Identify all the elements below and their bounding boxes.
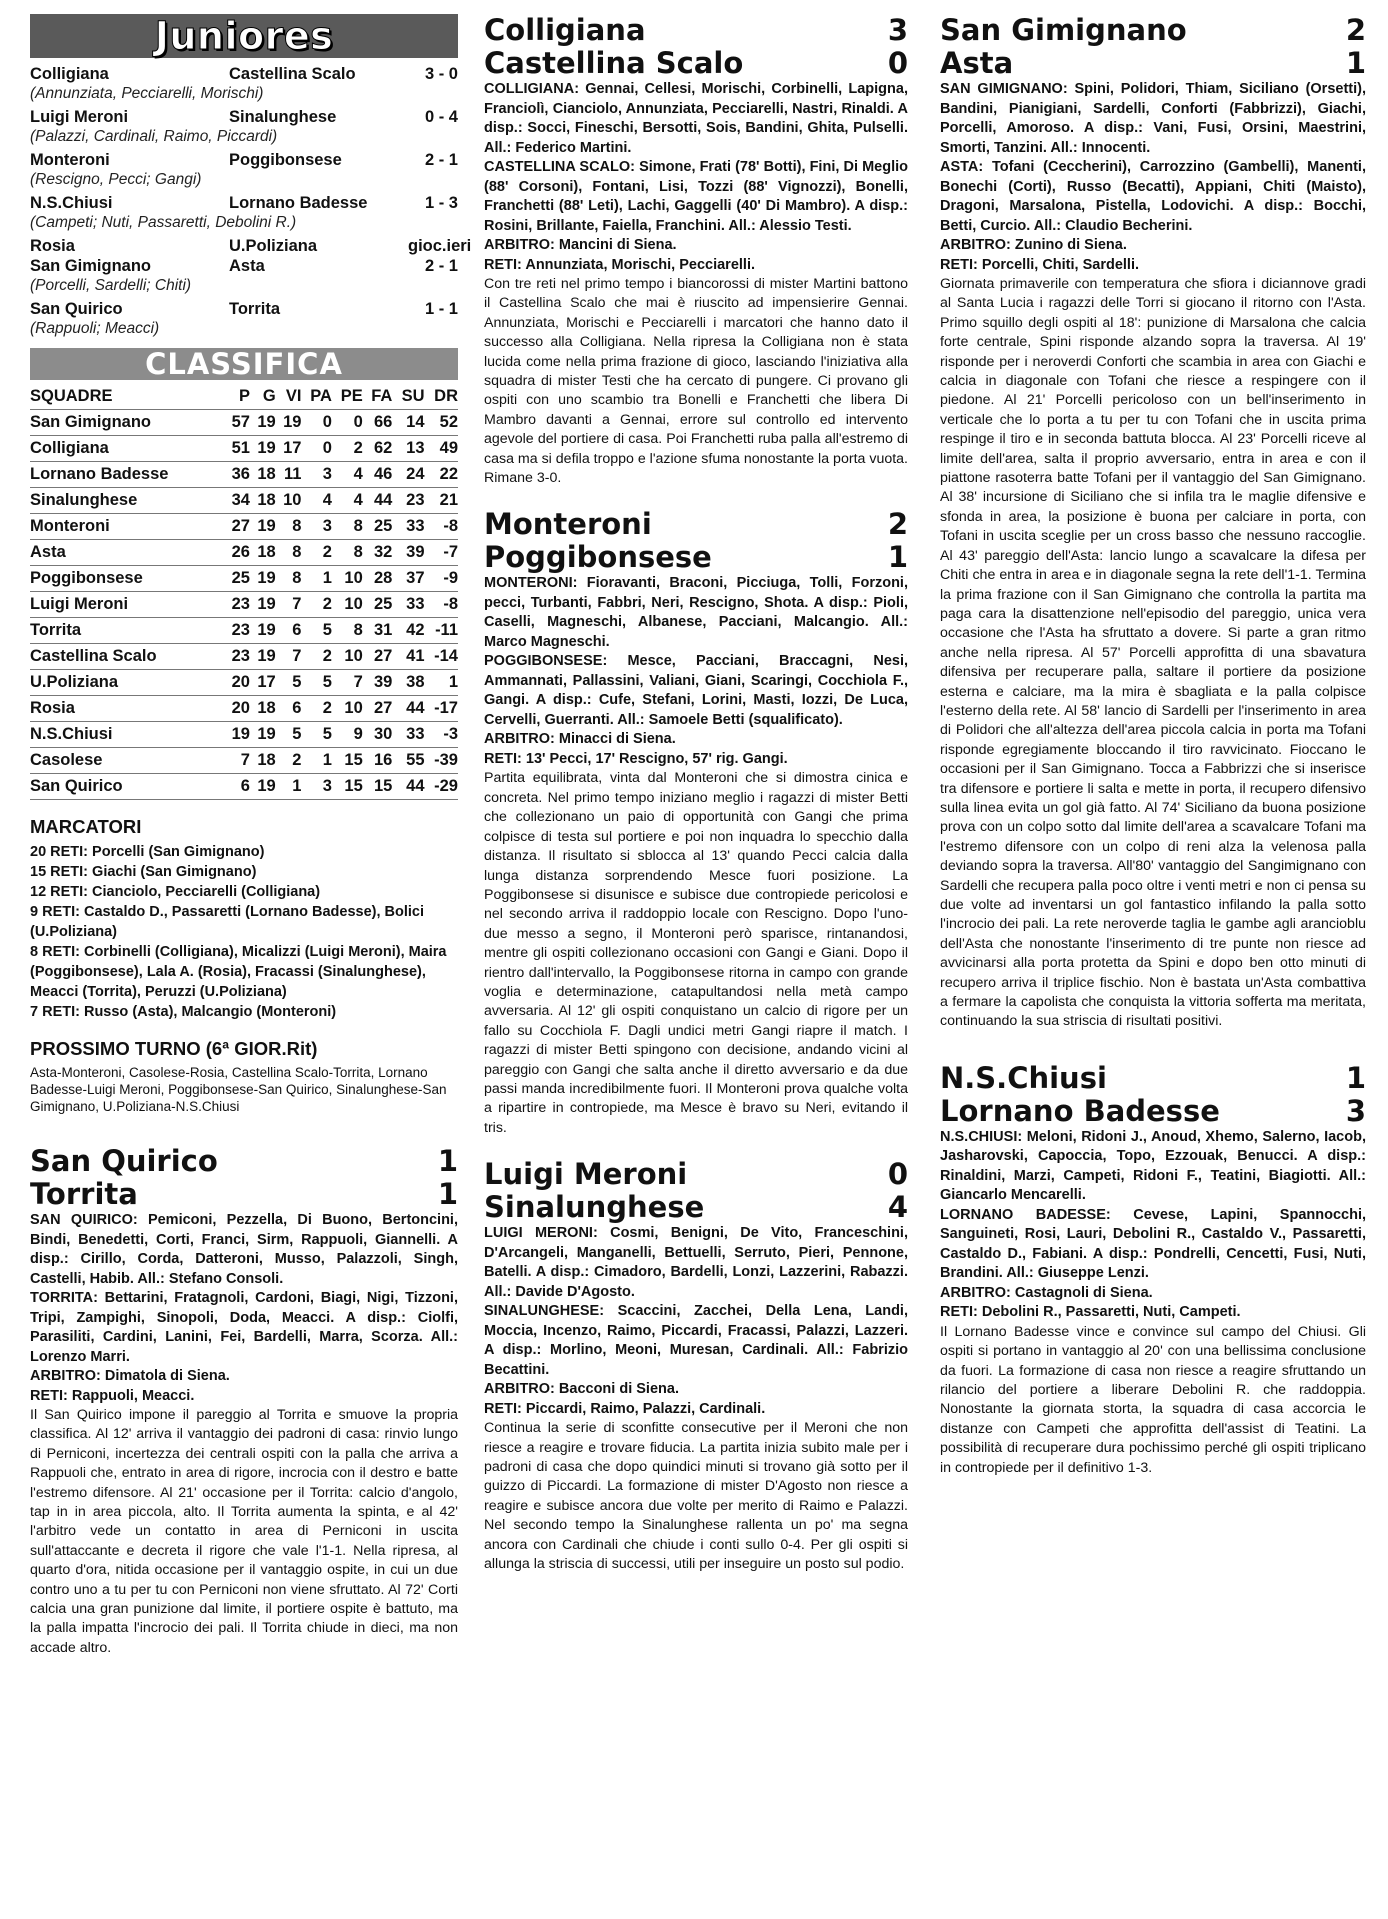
classifica-title: CLASSIFICA	[30, 348, 458, 380]
standings-cell: 8	[292, 543, 302, 561]
standings-cell: 2	[322, 699, 332, 717]
standings-cell: 30	[374, 725, 393, 743]
standings-cell: 2	[292, 751, 302, 769]
standings-header-cell: PA	[310, 387, 332, 405]
match-lineup: ARBITRO: Minacci di Siena.	[484, 731, 676, 748]
match-away-row	[30, 1178, 458, 1211]
marcatori-title: MARCATORI	[30, 816, 142, 837]
standings-row	[30, 670, 458, 696]
standings-cell: -14	[434, 647, 458, 665]
result-scorers: (Palazzi, Cardinali, Raimo, Piccardi)	[30, 128, 278, 145]
standings-cell: 4	[353, 465, 363, 483]
result-home: Colligiana	[30, 65, 109, 83]
match-lineup: ARBITRO: Mancini di Siena.	[484, 237, 677, 253]
match-lineup: ARBITRO: Bacconi di Siena.	[484, 1381, 679, 1398]
standings-cell: -9	[443, 569, 458, 587]
standings-row	[30, 696, 458, 722]
match-away-score: 1	[437, 1177, 458, 1211]
standings-cell: 8	[353, 543, 363, 561]
standings-cell: 7	[292, 647, 302, 665]
standings-row	[30, 410, 458, 436]
standings-cell: 49	[439, 439, 458, 457]
result-home: Monteroni	[30, 151, 110, 169]
match-away-team: Asta	[940, 46, 1014, 80]
standings-cell: Monteroni	[30, 517, 110, 535]
standings-cell: -39	[434, 751, 458, 769]
standings-cell: 25	[374, 595, 393, 613]
match-lineup: ASTA: Tofani (Ceccherini), Carrozzino (Gambelli), Manenti, Bonechi (Corti), Russo (Becatti), Appiani, Chiti (Maisto), Dragoni, Marsalona, Pistella, Lodovichi. A disp.: Bocchi, Betti, Curcio. All.: Claudio Becherini.	[940, 159, 1366, 234]
result-home: Rosia	[30, 237, 75, 255]
standings-cell: 4	[353, 491, 363, 509]
standings-cell: 5	[292, 673, 302, 691]
match-away-row	[484, 47, 908, 80]
result-away: Lornano Badesse	[229, 194, 368, 212]
standings-cell: 16	[374, 751, 393, 769]
standings-cell: 44	[406, 777, 425, 795]
match-lineup: ARBITRO: Zunino di Siena.	[940, 237, 1127, 253]
standings-cell: 15	[374, 777, 393, 795]
result-score: 2 - 1	[424, 151, 458, 169]
standings-header-cell: PE	[340, 387, 363, 405]
standings-cell: 8	[292, 569, 302, 587]
match-home-row	[940, 14, 1366, 47]
standings-header-cell: FA	[371, 387, 393, 405]
standings-cell: 44	[374, 491, 393, 509]
match-home-row	[484, 1158, 908, 1191]
scorer-line: 7 RETI: Russo (Asta), Malcangio (Monteroni)	[30, 1004, 337, 1020]
match-title	[30, 1145, 458, 1211]
standings-header-cell: VI	[285, 387, 302, 405]
standings-cell: 3	[322, 517, 332, 535]
match-title	[484, 1158, 908, 1224]
standings-header-cell: SQUADRE	[30, 387, 113, 405]
standings-header-cell: SU	[401, 387, 425, 405]
match-title	[484, 14, 908, 80]
standings-cell: N.S.Chiusi	[30, 725, 113, 743]
standings-cell: Castellina Scalo	[30, 647, 157, 665]
match-title	[484, 508, 908, 574]
standings-cell: 20	[231, 673, 250, 691]
column-left	[30, 14, 472, 1678]
standings-cell: Lornano Badesse	[30, 465, 169, 483]
match-report: Continua la serie di sconfitte consecutive per il Meroni che non riesce a reagire e trovare fiducia. La partita inizia subito male per i padroni di casa che dopo quindici minuti si trovano già sotto per il guizzo di Piccardi. La formazione di mister D'Agosto non riesce a reagire e subisce ancora due volte per merito di Raimo e Palazzi. Nel secondo tempo la Sinalunghese rallenta un po' ma segna ancora con Cardinali che chiude i conti sullo 0-4. Per gli ospiti si allunga la striscia di successi, utili per inseguire un posto sul podio.	[484, 1420, 908, 1573]
standings-cell: 24	[406, 465, 425, 483]
standings-cell: 38	[406, 673, 425, 691]
result-row	[30, 256, 458, 276]
standings-cell: 18	[257, 543, 276, 561]
standings-cell: Colligiana	[30, 439, 109, 457]
standings-cell: 0	[322, 439, 332, 457]
scorer-line: 20 RETI: Porcelli (San Gimignano)	[30, 844, 265, 860]
result-row	[30, 236, 472, 256]
standings-cell: 17	[283, 439, 302, 457]
result-home: San Gimignano	[30, 257, 152, 275]
match-report: Il Lornano Badesse vince e convince sul campo del Chiusi. Gli ospiti si portano in vantaggio al 20' con una bellissima conclusione da fuori. La formazione di casa non riesce a reagire sfruttando un rilancio del portiere a liberare Debolini R. che raddoppia. Nonostante la giornata storta, la squadra di casa accorcia le distanze con Campeti che approfitta dell'assist di Teatini. La possibilità di recuperare dura pochissimo perché gli ospiti triplicano in contropiede per il definitivo 1-3.	[940, 1323, 1366, 1476]
match-report: Giornata primaverile con temperatura che sfiora i diciannove gradi al Santa Lucia i ragazzi delle Torri si giocano il ritorno con l'Asta. Primo squillo degli ospiti al 18': punizione di Marsalona che calcia forte centrale, Spini risponde alzando sopra la traversa. Al 19' risponde per i neroverdi Conforti che scambia in area con Giachi e calcia in diagonale con Tofani che riesce a respingere con il piedone. Al 21' Porcelli pericoloso con un bell'inserimento in verticale che lo porta a tu per tu con Tofani che in uscita prima respinge il tiro e in seconda battuta blocca. Al 23' Porcelli riceve al limite dell'area, salta il proprio avversario, entra in area e con il piattone rasoterra batte Tofani per il vantaggio del San Gimignano. Al 38' incursione di Siciliano che si infila tra le maglie difensive e sfonda in area, la posizione è buona per calciare in porta, con Tofani in uscita sceglie per un cross basso che nessuno raccoglie. Al 43' pareggio dell'Asta: lancio lungo a scavalcare la difesa per Chiti che entra in area e in diagonale segna la rete dell'1-1. Termina la prima frazione con il San Gimignano che controlla la partita ma paga cara la disattenzione nell'episodio del pareggio, unica vera occasione che l'Asta ha sfruttato a dovere. Si parte a gran ritmo anche nella ripresa. Al 57' Porcelli approfitta di una sbavatura difensiva per recuperare palla, saltare il portiere da posizione esterna e calciare, ma la mira è sbagliata e la palla colpisce l'esterno della rete. Al 58' lancio di Sardelli per l'inserimento in area di Polidori che all'altezza dell'area piccola calcia in porta ma Tofani risponde egregiamente bloccando il tiro ravvicinato. Fioccano le occasioni per il San Gimignano. Tocca a Fabbrizzi che si inserisce tra difensore e portiere li salta e mette in porta, il recupero difensivo sulla linea evita un gol già fatto. Al 74' Siciliano da buona posizione prova con un colpo sotto dal limite dell'area a scavalcare Tofani ma l'estremo difensore con un colpo di reni alza la velenosa palla deviando sopra la traversa. All'80' vantaggio del Sangimignano con Sardelli che recupera palla poco oltre i venti metri e non ci pensa su due volte ad inventarsi un gol fantastico infilando la palla sotto l'incrocio dei pali. La rete neroverde taglia le gambe agli arancioblu dell'Asta che nonostante l'inserimento di tre punte non riesce ad avvicinarsi alla porta protetta da Spini e dopo ben otto minuti di recupero arriva il triplice fischio. Non è bastata un'Asta combattiva a fermare la capolista che conquista la vittoria sofferta ma meritata, continuando la sua striscia di risultati positivi.	[940, 276, 1366, 1030]
column-right	[940, 14, 1366, 1498]
standings-cell: 7	[240, 751, 250, 769]
standings-cell: 1	[322, 751, 332, 769]
result-row	[30, 150, 458, 170]
match-lineup: SINALUNGHESE: Scaccini, Zacchei, Della Lena, Landi, Moccia, Incenzo, Raimo, Piccardi, Fracassi, Palazzi, Lazzeri. A disp.: Morlino, Meoni, Muresan, Cardinali. All.: Fabrizio Becattini.	[484, 1303, 908, 1378]
standings-cell: -8	[443, 595, 458, 613]
standings-cell: 34	[231, 491, 250, 509]
standings-cell: 33	[406, 517, 425, 535]
result-score: 3 - 0	[424, 65, 458, 83]
standings-header	[30, 384, 458, 410]
standings-row	[30, 514, 458, 540]
match-away-row	[940, 47, 1366, 80]
standings-cell: 46	[374, 465, 393, 483]
standings-cell: 4	[322, 491, 332, 509]
standings-cell: Rosia	[30, 699, 75, 717]
standings-cell: 7	[292, 595, 302, 613]
standings-cell: 31	[374, 621, 393, 639]
standings-cell: 19	[257, 569, 276, 587]
standings-cell: 20	[231, 699, 250, 717]
standings-cell: -8	[443, 517, 458, 535]
match-chiusi	[940, 1062, 1366, 1478]
column-middle	[484, 14, 908, 1594]
standings-cell: 32	[374, 543, 393, 561]
result-score: 1 - 3	[424, 194, 458, 212]
result-away: Asta	[229, 257, 265, 275]
standings-cell: 11	[284, 465, 302, 483]
match-sanquirico	[30, 1145, 458, 1658]
result-home: Luigi Meroni	[30, 108, 129, 126]
match-lineup: N.S.CHIUSI: Meloni, Ridoni J., Anoud, Xhemo, Salerno, Iacob, Jasharovski, Capoccia, Topo, Ezzouak, Benucci. A disp.: Rinaldini, Marzi, Campeti, Ridoni F., Teatini, Biagiotti. All.: Giancarlo Mencarelli.	[940, 1128, 1366, 1204]
standings-cell: 23	[406, 491, 425, 509]
standings-cell: 27	[374, 699, 393, 717]
match-home-team: San Quirico	[30, 1144, 218, 1178]
standings-row	[30, 540, 458, 566]
standings-cell: 0	[353, 413, 363, 431]
match-sangimignano	[940, 14, 1366, 1032]
standings-cell: 39	[406, 543, 425, 561]
standings-row	[30, 592, 458, 618]
match-away-score: 0	[887, 46, 908, 80]
match-lineup: RETI: 13' Pecci, 17' Rescigno, 57' rig. Gangi.	[484, 750, 788, 767]
result-row	[30, 64, 458, 84]
standings-cell: 10	[283, 491, 302, 509]
match-home-team: Monteroni	[484, 507, 652, 542]
standings-header-cell: G	[262, 387, 276, 405]
standings-cell: 1	[292, 777, 302, 795]
standings-cell: 27	[231, 517, 250, 535]
match-away-team: Castellina Scalo	[484, 46, 744, 80]
match-lineup: RETI: Debolini R., Passaretti, Nuti, Campeti.	[940, 1304, 1241, 1321]
standings-cell: 17	[257, 673, 276, 691]
standings-cell: 36	[231, 465, 250, 483]
standings-cell: 15	[344, 777, 363, 795]
standings-cell: 2	[353, 439, 363, 457]
match-lineup: POGGIBONSESE: Mesce, Pacciani, Braccagni, Nesi, Ammannati, Pallassini, Valiani, Giani, Scaringi, Cocchiola F., Gangi. A disp.: Cufe, Stefani, Lorini, Masti, Iozzi, De Luca, Cervelli, Guerranti. All.: Samoele Betti (squalificato).	[484, 653, 908, 728]
standings-cell: -7	[443, 543, 458, 561]
match-lineup: LORNANO BADESSE: Cevese, Lapini, Spannocchi, Sanguineti, Rosi, Lauri, Debolini R., Castaldo V., Passaretti, Castaldo D., Fabiani. A disp.: Pondrelli, Cencetti, Fusi, Nuti, Brandini. All.: Giuseppe Lenzi.	[940, 1206, 1366, 1282]
match-away-row	[484, 541, 908, 574]
result-away: Castellina Scalo	[229, 65, 356, 83]
scorer-line: 9 RETI: Castaldo D., Passaretti (Lornano Badesse), Bolici (U.Poliziana)	[30, 904, 425, 940]
match-away-score: 1	[1345, 46, 1366, 80]
standings-cell: Luigi Meroni	[30, 595, 129, 613]
standings-cell: 10	[344, 569, 363, 587]
match-title	[940, 1062, 1366, 1128]
juniores-title: Juniores	[30, 14, 458, 58]
turno-text: Asta-Monteroni, Casolese-Rosia, Castellina Scalo-Torrita, Lornano Badesse-Luigi Meroni, Poggibonsese-San Quirico, Sinalunghese-San Gimignano, U.Poliziana-N.S.Chiusi	[30, 1065, 447, 1114]
standings-header-cell: DR	[434, 387, 458, 405]
standings-cell: 41	[406, 647, 425, 665]
match-away-team: Sinalunghese	[484, 1190, 705, 1225]
match-home-team: Luigi Meroni	[484, 1157, 688, 1192]
result-home: N.S.Chiusi	[30, 194, 113, 212]
match-lineup: RETI: Porcelli, Chiti, Sardelli.	[940, 256, 1140, 273]
standings-cell: 18	[257, 751, 276, 769]
standings-cell: 6	[292, 699, 302, 717]
standings-cell: -29	[434, 777, 458, 795]
result-scorers: (Campeti; Nuti, Passaretti, Debolini R.)	[30, 214, 297, 231]
standings-row	[30, 644, 458, 670]
match-lineup: SAN QUIRICO: Pemiconi, Pezzella, Di Buono, Bertoncini, Bindi, Benedetti, Corti, Franci, Sirm, Rappuoli, Giannelli. A disp.: Cirillo, Corda, Datteroni, Musso, Palazzoli, Singh, Castelli, Habib. All.: Stefano Consoli.	[30, 1212, 458, 1287]
match-lineup: LUIGI MERONI: Cosmi, Benigni, De Vito, Franceschini, D'Arcangeli, Manganelli, Bettuelli, Serruto, Pieri, Pennone, Batelli. A disp.: Cimadoro, Bardelli, Lonzi, Lazzerini, Rabazzi. All.: Davide D'Agosto.	[484, 1225, 908, 1300]
standings-cell: 23	[231, 647, 250, 665]
standings-cell: Sinalunghese	[30, 491, 138, 509]
standings-cell: 25	[231, 569, 250, 587]
result-home: San Quirico	[30, 300, 123, 318]
match-away-score: 1	[887, 540, 908, 575]
standings-cell: Torrita	[30, 621, 82, 639]
result-row	[30, 299, 458, 319]
match-away-row	[484, 1191, 908, 1224]
result-score: 0 - 4	[424, 108, 458, 126]
standings-cell: 3	[322, 465, 332, 483]
standings-cell: 33	[406, 725, 425, 743]
standings-cell: 25	[374, 517, 393, 535]
standings-row	[30, 774, 458, 800]
standings-cell: 5	[322, 725, 332, 743]
match-meroni	[484, 1158, 908, 1574]
result-score: 1 - 1	[424, 300, 458, 318]
standings-cell: Poggibonsese	[30, 569, 143, 587]
turno-title: PROSSIMO TURNO (6ª GIOR.Rit)	[30, 1038, 318, 1059]
match-report: Partita equilibrata, vinta dal Monteroni che si dimostra cinica e concreta. Nel primo tempo iniziano meglio i ragazzi di mister Betti che collezionano un paio di opportunità con Gangi che prima colpisce di testa sul portiere e poi non inquadra lo specchio dalla distanza. Il risultato si sblocca al 13' quando Pecci calcia dalla lunga distanza sorprendendo Mesce fuori posizione. La Poggibonsese si disunisce e subisce due contropiede pericolosi e nel secondo arriva il raddoppio locale con Rescigno. Dopo l'uno-due messo a segno, il Monteroni però sparisce, rintanandosi, mentre gli ospiti collezionano occasioni con Gangi e Giani. Dopo il rientro dall'intervallo, la Poggibonsese ritorna in campo con grande voglia e determinazione, catapultandosi nella metà campo avversaria. Al 12' gli ospiti conquistano un calcio di rigore per un fallo su Cocchiola F. Dagli undici metri Gangi riapre il match. I ragazzi di mister Betti spingono con decisione, andando vicini al pareggio con Gangi che salta anche il diretto avversario e da due passi manda incredibilmente fuori. Il Monteroni prova qualche volta a ripartire in contropiede, ma Mesce è bravo su Neri, evitando il tris.	[484, 770, 908, 1136]
match-away-score: 3	[1345, 1093, 1366, 1128]
standings-cell: -11	[435, 621, 458, 639]
result-scorers: (Rescigno, Pecci; Gangi)	[30, 171, 202, 188]
standings-cell: 7	[353, 673, 363, 691]
standings-cell: 51	[231, 439, 250, 457]
standings-row	[30, 462, 458, 488]
standings-cell: 6	[240, 777, 250, 795]
standings-table	[30, 384, 458, 800]
standings-cell: 44	[406, 699, 425, 717]
standings-cell: 8	[292, 517, 302, 535]
standings-cell: 5	[292, 725, 302, 743]
standings-cell: 10	[344, 699, 363, 717]
standings-cell: 13	[406, 439, 425, 457]
standings-cell: 42	[406, 621, 425, 639]
standings-cell: 26	[231, 543, 250, 561]
match-home-score: 1	[437, 1144, 458, 1178]
match-report: Con tre reti nel primo tempo i biancorossi di mister Martini battono il Castellina Scalo che mai è riuscito ad impensierire Gennai. Annunziata, Morischi e Pecciarelli i marcatori che hanno dato il successo alla Colligiana. Nella ripresa la Colligiana non è stata lucida come nella prima frazione di gioco, lasciando l'iniziativa alla squadra di mister Testi che ha cercato di pungere. Ci provano gli ospiti con uno scambio tra Bonelli e Franchetti che libera Di Mambro davanti a Gennai, errore sul controllo ed intervento agevole del portiere di casa. Poi Franchetti ruba palla all'estremo di casa ma si defila troppo e l'azione sfuma nonostante la porta vuota. Rimane 3-0.	[484, 276, 908, 487]
standings-cell: 52	[439, 413, 458, 431]
standings-cell: 27	[374, 647, 393, 665]
standings-row	[30, 566, 458, 592]
standings-cell: 2	[322, 647, 332, 665]
result-scorers: (Porcelli, Sardelli; Chiti)	[30, 277, 192, 294]
standings-cell: 19	[257, 647, 276, 665]
match-home-score: 0	[887, 1157, 908, 1192]
match-lineup: TORRITA: Bettarini, Fratagnoli, Cardoni, Biagi, Nigi, Tizzoni, Tripi, Zampighi, Sinopoli, Doda, Meacci. A disp.: Ciolfi, Parasiliti, Cardini, Lanini, Fei, Bardelli, Marra, Scorza. All.: Lorenzo Marri.	[30, 1290, 458, 1365]
standings-cell: 39	[374, 673, 393, 691]
standings-cell: 22	[439, 465, 458, 483]
standings-cell: U.Poliziana	[30, 673, 119, 691]
match-lineup: ARBITRO: Dimatola di Siena.	[30, 1368, 230, 1384]
result-away: Poggibonsese	[229, 151, 342, 169]
match-lineup: ARBITRO: Castagnoli di Siena.	[940, 1284, 1153, 1301]
match-lineup: COLLIGIANA: Gennai, Cellesi, Morischi, Corbinelli, Lapigna, Franciolì, Cianciolo, Annunziata, Pecciarelli, Nastri, Rinaldi. A disp.: Socci, Fineschi, Bersotti, Sois, Bandini, Ghita, Pulselli. All.: Federico Martini.	[484, 81, 908, 156]
standings-cell: -3	[443, 725, 458, 743]
standings-row	[30, 748, 458, 774]
scorer-line: 8 RETI: Corbinelli (Colligiana), Micalizzi (Luigi Meroni), Maira (Poggibonsese), Lala A. (Rosia), Fracassi (Sinalunghese), Meacci (Torrita), Peruzzi (U.Poliziana)	[30, 944, 447, 1000]
result-away: U.Poliziana	[229, 237, 318, 255]
standings-cell: 10	[344, 595, 363, 613]
standings-cell: 15	[344, 751, 363, 769]
standings-cell: 2	[322, 543, 332, 561]
match-home-team: N.S.Chiusi	[940, 1060, 1107, 1095]
standings-cell: 19	[257, 595, 276, 613]
standings-cell: 19	[257, 439, 276, 457]
standings-cell: 18	[257, 699, 276, 717]
match-away-team: Torrita	[30, 1177, 138, 1211]
match-lineup: RETI: Annunziata, Morischi, Pecciarelli.	[484, 256, 755, 273]
match-lineup: RETI: Piccardi, Raimo, Palazzi, Cardinali.	[484, 1400, 766, 1417]
standings-cell: 55	[406, 751, 425, 769]
match-home-score: 1	[1345, 1060, 1366, 1095]
standings-cell: San Quirico	[30, 777, 123, 795]
standings-cell: San Gimignano	[30, 413, 152, 431]
standings-cell: 5	[322, 621, 332, 639]
results-list	[30, 64, 472, 338]
standings-cell: 19	[257, 621, 276, 639]
match-colligiana	[484, 14, 908, 488]
match-home-row	[484, 508, 908, 541]
standings-row	[30, 488, 458, 514]
marcatori-list	[30, 842, 458, 1022]
result-scorers: (Rappuoli; Meacci)	[30, 320, 160, 337]
result-away: Torrita	[229, 300, 281, 318]
match-lineup: SAN GIMIGNANO: Spini, Polidori, Thiam, Siciliano (Orsetti), Bandini, Pianigiani, Sardelli, Conforti (Fabbrizzi), Giachi, Porcelli, Amoroso. A disp.: Vani, Fusi, Orsini, Maestrini, Smorti, Tanzini. All.: Innocenti.	[940, 81, 1366, 156]
standings-cell: 19	[257, 517, 276, 535]
match-home-row	[940, 1062, 1366, 1095]
match-title	[940, 14, 1366, 80]
standings-cell: 1	[448, 673, 458, 691]
standings-cell: 6	[292, 621, 302, 639]
match-away-team: Poggibonsese	[484, 540, 712, 575]
result-row	[30, 193, 458, 213]
standings-cell: 18	[257, 491, 276, 509]
match-away-row	[940, 1095, 1366, 1128]
standings-cell: 18	[257, 465, 276, 483]
standings-cell: Asta	[30, 543, 66, 561]
standings-cell: 33	[406, 595, 425, 613]
standings-cell: 8	[353, 621, 363, 639]
match-away-team: Lornano Badesse	[940, 1093, 1220, 1128]
standings-cell: 9	[353, 725, 363, 743]
match-lineup: CASTELLINA SCALO: Simone, Frati (78' Botti), Fini, Di Meglio (88' Corsoni), Fontani, Lisi, Tozzi (88' Vignozzi), Bonelli, Franchetti (88' Leti), Lachi, Gaggelli (40' Di Mambro). A disp.: Rosini, Brillante, Faiella, Franchini. All.: Alessio Testi.	[484, 159, 908, 234]
match-home-score: 2	[887, 507, 908, 542]
standings-cell: 23	[231, 595, 250, 613]
standings-cell: 10	[344, 647, 363, 665]
match-home-score: 2	[1345, 13, 1366, 47]
match-lineup: MONTERONI: Fioravanti, Braconi, Picciuga, Tolli, Forzoni, pecci, Turbanti, Fabbri, Neri, Rescigno, Shota. A disp.: Pioli, Caselli, Magneschi, Albanese, Pacciani, Malcangio. All.: Marco Magneschi.	[484, 575, 908, 650]
standings-cell: 8	[353, 517, 363, 535]
standings-cell: 57	[231, 413, 250, 431]
standings-cell: 0	[322, 413, 332, 431]
standings-cell: 1	[322, 569, 332, 587]
result-score: 2 - 1	[424, 257, 458, 275]
standings-cell: 23	[231, 621, 250, 639]
standings-row	[30, 436, 458, 462]
standings-cell: 37	[406, 569, 425, 587]
standings-cell: 19	[231, 725, 250, 743]
standings-cell: 5	[322, 673, 332, 691]
standings-cell: 21	[439, 491, 458, 509]
match-home-row	[30, 1145, 458, 1178]
match-away-score: 4	[887, 1190, 908, 1225]
standings-cell: 19	[257, 413, 276, 431]
result-away: Sinalunghese	[229, 108, 337, 126]
standings-cell: 19	[283, 413, 302, 431]
match-home-row	[484, 14, 908, 47]
match-home-score: 3	[887, 13, 908, 47]
standings-cell: 19	[257, 777, 276, 795]
match-monteroni	[484, 508, 908, 1138]
standings-cell: 28	[374, 569, 393, 587]
standings-cell: 2	[322, 595, 332, 613]
standings-row	[30, 722, 458, 748]
standings-cell: Casolese	[30, 751, 103, 769]
scorer-line: 15 RETI: Giachi (San Gimignano)	[30, 864, 257, 880]
standings-header-cell: P	[238, 387, 250, 405]
standings-cell: 66	[374, 413, 393, 431]
match-report: Il San Quirico impone il pareggio al Torrita e smuove la propria classifica. Al 12' arriva il vantaggio dei padroni di casa: rinvio lungo di Perniconi, incertezza dei centrali ospiti con la palla che arriva a Rappuoli che, entrato in area di rigore, incrocia con il destro e batte l'estremo difensore. Al 21' occasione per il Torrita: calcio d'angolo, tap in in area piccola, alto. Il Torrita aumenta la spinta, e al 42' l'arbitro vede un contatto in area di Perniconi in uscita sull'attaccante e decreta il rigore che vale l'1-1. Nella ripresa, al quarto d'ora, nitida occasione per il vantaggio ospite, in cui un due contro uno a tu per tu con Perniconi non viene sfruttato. Al 72' Corti calcia una gran punizione dal limite, il portiere ospite è battuto, ma la palla impatta l'incrocio dei pali. Il Torrita chiude in dieci, ma non accade altro.	[30, 1407, 458, 1656]
result-scorers: (Annunziata, Pecciarelli, Morischi)	[30, 85, 264, 102]
scorer-line: 12 RETI: Cianciolo, Pecciarelli (Colligiana)	[30, 884, 321, 900]
match-home-team: San Gimignano	[940, 13, 1187, 47]
result-row	[30, 107, 458, 127]
standings-cell: -17	[434, 699, 458, 717]
result-score: gioc.ieri	[408, 237, 472, 255]
standings-cell: 19	[257, 725, 276, 743]
match-lineup: RETI: Rappuoli, Meacci.	[30, 1387, 195, 1404]
standings-cell: 3	[322, 777, 332, 795]
match-home-team: Colligiana	[484, 13, 646, 47]
standings-row	[30, 618, 458, 644]
standings-cell: 14	[406, 413, 425, 431]
standings-cell: 62	[374, 439, 393, 457]
